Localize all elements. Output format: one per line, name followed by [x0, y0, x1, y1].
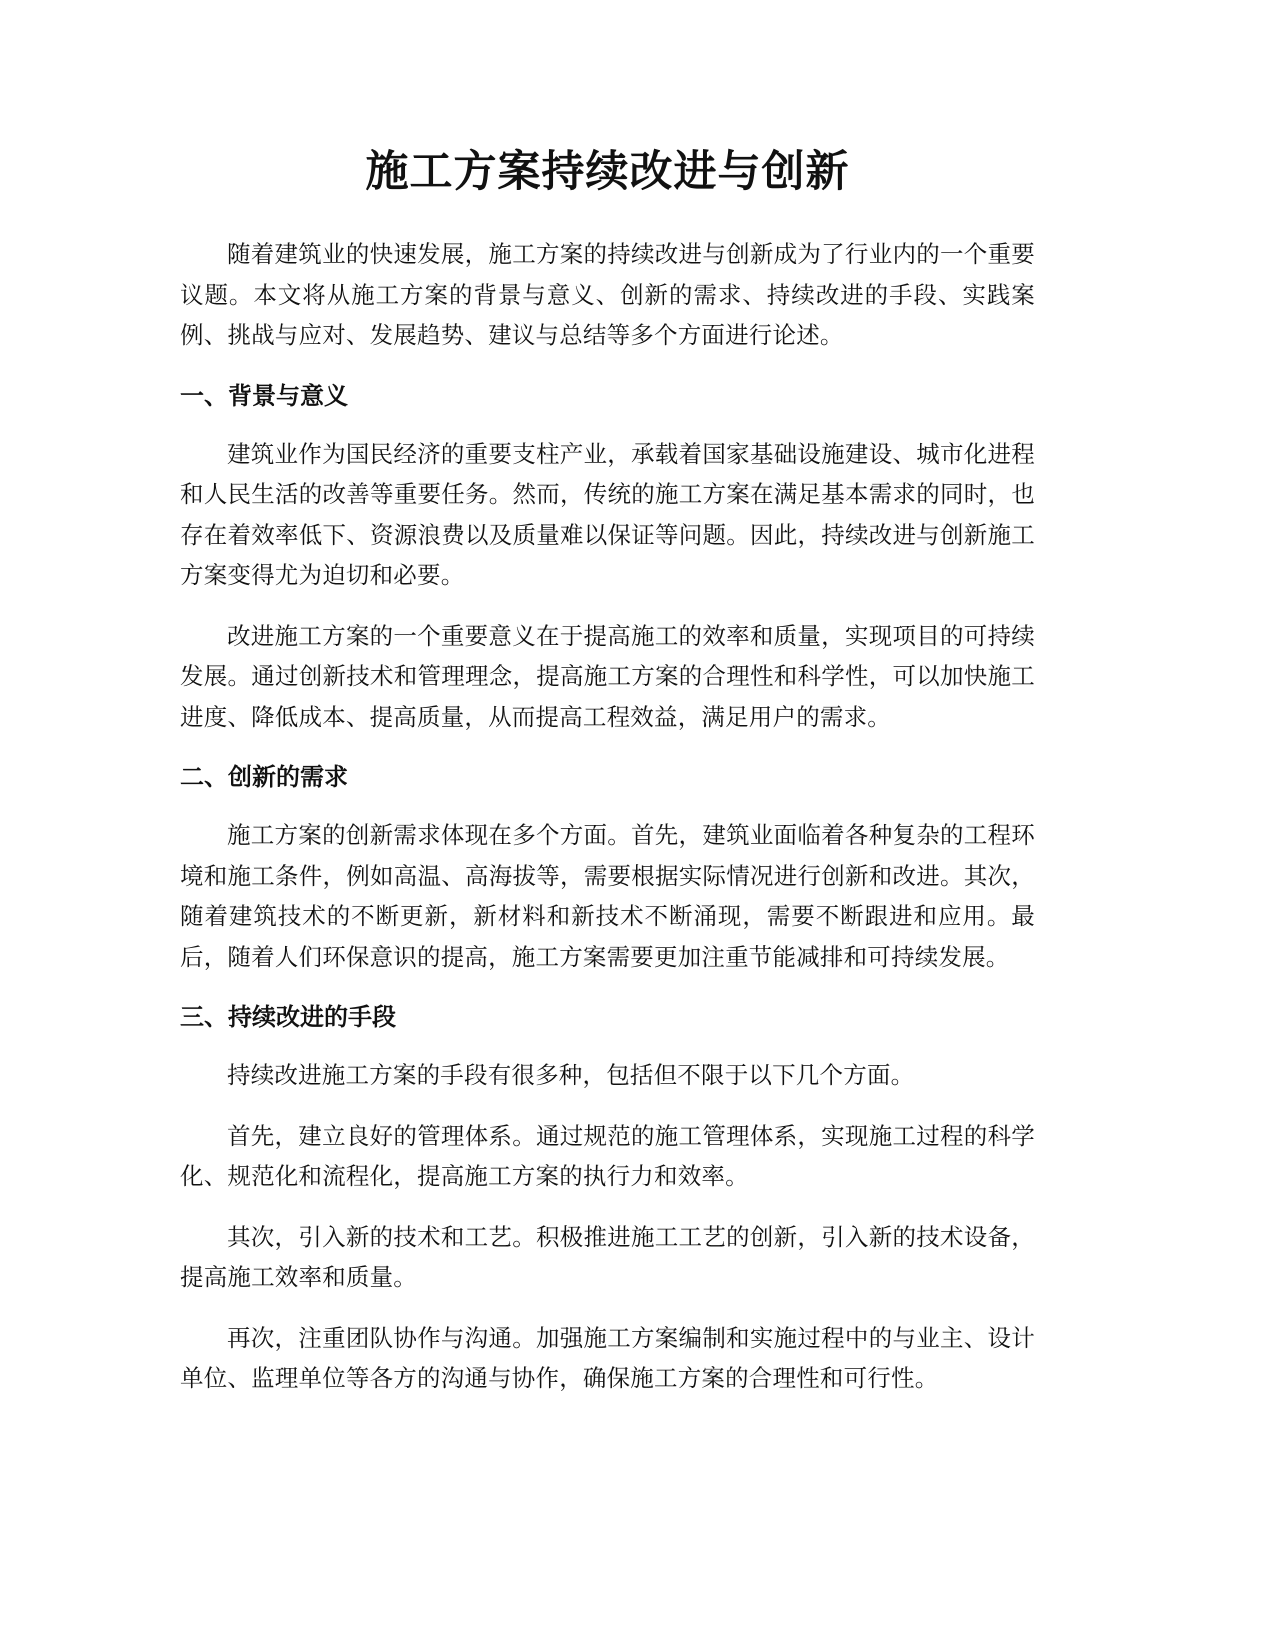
paragraph: 持续改进施工方案的手段有很多种，包括但不限于以下几个方面。: [227, 1061, 915, 1089]
section-improvement-methods: [180, 997, 1035, 1399]
section-innovation-needs: [180, 757, 1035, 977]
section-heading: 二、创新的需求: [180, 763, 348, 791]
paragraph: 首先，建立良好的管理体系。通过规范的施工管理体系，实现施工过程的科学化、规范化和流程化，提高施工方案的执行力和效率。: [180, 1121, 1035, 1190]
paragraph: 改进施工方案的一个重要意义在于提高施工的效率和质量，实现项目的可持续发展。通过创新技术和管理理念，提高施工方案的合理性和科学性，可以加快施工进度、降低成本、提高质量，从而提高工程效益，满足用户的需求。: [180, 621, 1035, 731]
section-heading: 三、持续改进的手段: [180, 1003, 396, 1031]
paragraph: 施工方案的创新需求体现在多个方面。首先，建筑业面临着各种复杂的工程环境和施工条件，例如高温、高海拔等，需要根据实际情况进行创新和改进。其次，随着建筑技术的不断更新，新材料和新技术不断涌现，需要不断跟进和应用。最后，随着人们环保意识的提高，施工方案需要更加注重节能减排和可持续发展。: [180, 821, 1035, 971]
document-title: 施工方案持续改进与创新: [365, 147, 850, 197]
paragraph: 建筑业作为国民经济的重要支柱产业，承载着国家基础设施建设、城市化进程和人民生活的改善等重要任务。然而，传统的施工方案在满足基本需求的同时，也存在着效率低下、资源浪费以及质量难以保证等问题。因此，持续改进与创新施工方案变得尤为迫切和必要。: [180, 439, 1035, 589]
document-page: [180, 140, 1035, 1419]
paragraph: 再次，注重团队协作与沟通。加强施工方案编制和实施过程中的与业主、设计单位、监理单位等各方的沟通与协作，确保施工方案的合理性和可行性。: [180, 1323, 1035, 1392]
section-background: [180, 376, 1035, 738]
paragraph: 其次，引入新的技术和工艺。积极推进施工工艺的创新，引入新的技术设备，提高施工效率和质量。: [180, 1222, 1035, 1291]
section-heading: 一、背景与意义: [180, 381, 348, 410]
intro-paragraph: 随着建筑业的快速发展，施工方案的持续改进与创新成为了行业内的一个重要议题。本文将从施工方案的背景与意义、创新的需求、持续改进的手段、实践案例、挑战与应对、发展趋势、建议与总结等多个方面进行论述。: [180, 240, 1035, 349]
